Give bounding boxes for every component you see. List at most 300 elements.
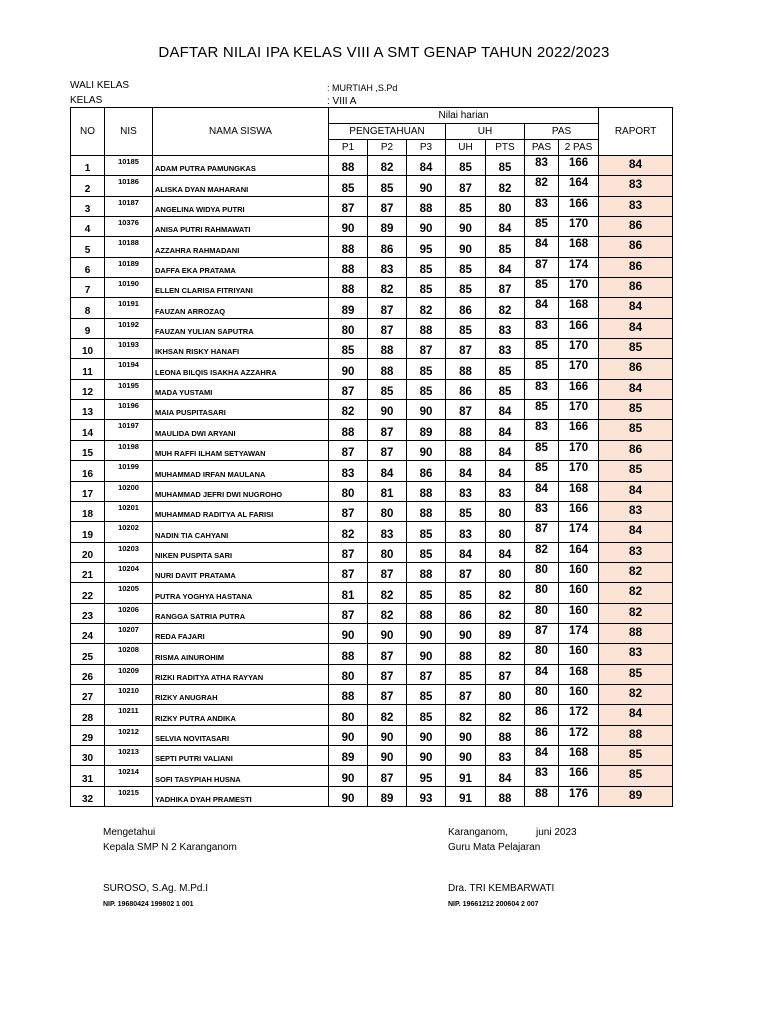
score-pas: 86 [525,725,559,745]
row-number: 21 [71,562,105,582]
score-p1: 82 [329,522,368,542]
student-nis: 10206 [105,603,153,623]
student-name: SEPTI PUTRI VALIANI [153,745,329,765]
header-uh: UH [446,140,486,156]
student-nis: 10211 [105,705,153,725]
row-number: 7 [71,278,105,298]
score-pas: 84 [525,237,559,257]
header-p3: P3 [407,140,446,156]
score-pts: 82 [486,603,525,623]
score-p1: 81 [329,583,368,603]
score-p1: 90 [329,359,368,379]
score-uh: 86 [446,379,486,399]
header-pas-group: PAS [525,124,599,140]
score-p1: 87 [329,603,368,623]
table-row [71,461,673,481]
score-p3: 95 [407,766,446,786]
score-pts: 80 [486,501,525,521]
score-p2: 80 [368,501,407,521]
score-raport: 86 [599,359,673,379]
score-p2: 90 [368,745,407,765]
table-row [71,664,673,684]
score-p2: 82 [368,603,407,623]
score-p3: 90 [407,440,446,460]
score-pts: 85 [486,359,525,379]
row-number: 31 [71,766,105,786]
footer-guru-nip: NIP. 19661212 200604 2 007 [448,901,539,908]
score-raport: 89 [599,786,673,806]
student-name: MADA YUSTAMI [153,379,329,399]
score-pas: 82 [525,542,559,562]
header-nis: NIS [105,108,153,156]
score-p3: 85 [407,583,446,603]
score-p3: 88 [407,603,446,623]
student-nis: 10197 [105,420,153,440]
score-p2: 87 [368,766,407,786]
footer-date: juni 2023 [536,827,577,838]
row-number: 28 [71,705,105,725]
row-number: 30 [71,745,105,765]
header-p2: P2 [368,140,407,156]
score-p3: 90 [407,217,446,237]
student-nis: 10205 [105,583,153,603]
student-nis: 10192 [105,318,153,338]
score-pas: 85 [525,440,559,460]
student-nis: 10191 [105,298,153,318]
score-uh: 85 [446,318,486,338]
score-uh: 85 [446,501,486,521]
score-p1: 88 [329,237,368,257]
score-pts: 84 [486,542,525,562]
student-name: PUTRA YOGHYA HASTANA [153,583,329,603]
score-2-pas: 166 [559,420,599,440]
student-nis: 10376 [105,217,153,237]
score-p2: 81 [368,481,407,501]
student-nis: 10190 [105,278,153,298]
score-2-pas: 160 [559,684,599,704]
table-row [71,786,673,806]
student-name: YADHIKA DYAH PRAMESTI [153,786,329,806]
score-uh: 86 [446,603,486,623]
row-number: 17 [71,481,105,501]
score-p2: 90 [368,725,407,745]
score-pts: 84 [486,766,525,786]
score-raport: 85 [599,339,673,359]
score-uh: 85 [446,664,486,684]
score-2-pas: 174 [559,522,599,542]
score-p3: 86 [407,461,446,481]
score-p3: 85 [407,257,446,277]
score-p1: 85 [329,339,368,359]
score-pas: 87 [525,522,559,542]
table-row [71,705,673,725]
score-p2: 87 [368,664,407,684]
score-raport: 83 [599,196,673,216]
score-pts: 89 [486,623,525,643]
row-number: 13 [71,400,105,420]
score-pas: 80 [525,583,559,603]
score-pas: 87 [525,623,559,643]
score-2-pas: 160 [559,562,599,582]
score-p1: 80 [329,705,368,725]
score-uh: 85 [446,196,486,216]
score-2-pas: 168 [559,664,599,684]
student-name: NADIN TIA CAHYANI [153,522,329,542]
score-raport: 84 [599,156,673,176]
score-pas: 83 [525,318,559,338]
score-uh: 83 [446,481,486,501]
score-pts: 80 [486,684,525,704]
score-p1: 80 [329,481,368,501]
score-raport: 82 [599,583,673,603]
student-nis: 10208 [105,644,153,664]
student-name: FAUZAN ARROZAQ [153,298,329,318]
score-p3: 85 [407,522,446,542]
score-pas: 85 [525,339,559,359]
row-number: 20 [71,542,105,562]
score-pas: 80 [525,562,559,582]
score-pas: 84 [525,481,559,501]
score-p2: 88 [368,359,407,379]
student-name: RIZKY ANUGRAH [153,684,329,704]
score-p1: 88 [329,257,368,277]
table-row [71,644,673,664]
score-raport: 84 [599,705,673,725]
score-pas: 83 [525,196,559,216]
score-raport: 83 [599,644,673,664]
score-pas: 83 [525,420,559,440]
score-p2: 87 [368,562,407,582]
header-pas: PAS [525,140,559,156]
row-number: 16 [71,461,105,481]
score-p2: 85 [368,176,407,196]
score-pts: 84 [486,217,525,237]
student-nis: 10195 [105,379,153,399]
score-pts: 82 [486,583,525,603]
score-pts: 84 [486,400,525,420]
row-number: 23 [71,603,105,623]
score-p2: 88 [368,339,407,359]
header-p1: P1 [329,140,368,156]
score-uh: 85 [446,278,486,298]
score-p1: 80 [329,318,368,338]
score-pts: 83 [486,318,525,338]
score-p3: 90 [407,745,446,765]
score-p3: 90 [407,176,446,196]
score-pas: 88 [525,786,559,806]
score-2-pas: 168 [559,481,599,501]
header-uh-group: UH [446,124,525,140]
score-p2: 82 [368,583,407,603]
student-name: AZZAHRA RAHMADANI [153,237,329,257]
student-nis: 10209 [105,664,153,684]
score-2-pas: 170 [559,461,599,481]
student-nis: 10189 [105,257,153,277]
student-name: MAULIDA DWI ARYANI [153,420,329,440]
table-body [71,156,673,807]
score-p1: 88 [329,644,368,664]
score-raport: 83 [599,542,673,562]
score-p2: 84 [368,461,407,481]
footer-mengetahui: Mengetahui [103,827,156,838]
score-p2: 87 [368,298,407,318]
score-p3: 87 [407,664,446,684]
row-number: 1 [71,156,105,176]
score-p1: 88 [329,684,368,704]
score-pts: 82 [486,298,525,318]
table-row [71,176,673,196]
score-2-pas: 166 [559,501,599,521]
table-row [71,298,673,318]
student-nis: 10215 [105,786,153,806]
score-raport: 82 [599,603,673,623]
score-pts: 80 [486,562,525,582]
score-p1: 90 [329,725,368,745]
score-2-pas: 170 [559,359,599,379]
student-name: SOFI TASYPIAH HUSNA [153,766,329,786]
score-pas: 85 [525,278,559,298]
score-pts: 80 [486,522,525,542]
score-pas: 80 [525,644,559,664]
score-p2: 82 [368,705,407,725]
student-name: LEONA BILQIS ISAKHA AZZAHRA [153,359,329,379]
score-p1: 88 [329,278,368,298]
score-2-pas: 174 [559,623,599,643]
score-uh: 87 [446,562,486,582]
student-nis: 10201 [105,501,153,521]
table-row [71,684,673,704]
score-pas: 83 [525,379,559,399]
student-nis: 10196 [105,400,153,420]
score-2-pas: 172 [559,725,599,745]
score-pts: 88 [486,725,525,745]
score-2-pas: 170 [559,278,599,298]
wali-kelas-label: WALI KELAS [70,80,130,91]
score-p2: 89 [368,786,407,806]
score-p2: 90 [368,623,407,643]
score-p2: 89 [368,217,407,237]
score-uh: 85 [446,257,486,277]
score-raport: 85 [599,664,673,684]
score-p1: 89 [329,745,368,765]
score-p3: 85 [407,359,446,379]
row-number: 19 [71,522,105,542]
score-p3: 84 [407,156,446,176]
score-2-pas: 164 [559,176,599,196]
student-nis: 10194 [105,359,153,379]
table-row [71,623,673,643]
score-raport: 85 [599,461,673,481]
row-number: 24 [71,623,105,643]
kelas-value: : VIII A [327,96,357,107]
table-row [71,420,673,440]
score-2-pas: 160 [559,603,599,623]
table-header [71,108,673,156]
table-row [71,440,673,460]
score-pas: 85 [525,217,559,237]
score-pas: 80 [525,684,559,704]
score-2-pas: 168 [559,298,599,318]
score-uh: 85 [446,156,486,176]
score-p1: 90 [329,217,368,237]
score-pas: 84 [525,664,559,684]
score-pts: 88 [486,786,525,806]
footer-guru-name: Dra. TRI KEMBARWATI [448,883,555,894]
score-2-pas: 166 [559,318,599,338]
score-2-pas: 168 [559,745,599,765]
row-number: 12 [71,379,105,399]
row-number: 8 [71,298,105,318]
student-nis: 10214 [105,766,153,786]
score-raport: 85 [599,766,673,786]
grades-table [70,107,673,807]
student-name: MUH RAFFI ILHAM SETYAWAN [153,440,329,460]
header-pts: PTS [486,140,525,156]
table-row [71,217,673,237]
header-raport: RAPORT [599,108,673,156]
score-pas: 83 [525,766,559,786]
score-raport: 82 [599,684,673,704]
score-p2: 85 [368,379,407,399]
score-uh: 88 [446,644,486,664]
student-nis: 10212 [105,725,153,745]
score-uh: 90 [446,623,486,643]
score-uh: 87 [446,176,486,196]
score-pts: 82 [486,644,525,664]
score-uh: 87 [446,400,486,420]
table-row [71,745,673,765]
score-pts: 84 [486,257,525,277]
score-raport: 84 [599,318,673,338]
table-row [71,278,673,298]
student-name: MUHAMMAD RADITYA AL FARISI [153,501,329,521]
score-2-pas: 172 [559,705,599,725]
score-2-pas: 166 [559,766,599,786]
score-p1: 87 [329,379,368,399]
score-pts: 84 [486,420,525,440]
score-p1: 87 [329,196,368,216]
student-name: FAUZAN YULIAN SAPUTRA [153,318,329,338]
student-nis: 10187 [105,196,153,216]
table-row [71,542,673,562]
score-p2: 87 [368,684,407,704]
score-2-pas: 160 [559,644,599,664]
score-2-pas: 168 [559,237,599,257]
score-pas: 84 [525,298,559,318]
student-name: NIKEN PUSPITA SARI [153,542,329,562]
score-pts: 85 [486,156,525,176]
score-p1: 88 [329,420,368,440]
row-number: 10 [71,339,105,359]
score-p3: 88 [407,481,446,501]
score-p1: 80 [329,664,368,684]
score-2-pas: 174 [559,257,599,277]
student-name: MUHAMMAD IRFAN MAULANA [153,461,329,481]
score-2-pas: 170 [559,217,599,237]
student-nis: 10207 [105,623,153,643]
header-2-pas: 2 PAS [559,140,599,156]
student-name: ANGELINA WIDYA PUTRI [153,196,329,216]
score-pts: 80 [486,196,525,216]
score-p2: 80 [368,542,407,562]
score-p2: 82 [368,156,407,176]
score-p2: 86 [368,237,407,257]
score-pts: 87 [486,278,525,298]
score-2-pas: 166 [559,379,599,399]
table-row [71,766,673,786]
student-nis: 10185 [105,156,153,176]
page-title: DAFTAR NILAI IPA KELAS VIII A SMT GENAP TAHUN 2022/2023 [158,44,610,61]
header-pengetahuan: PENGETAHUAN [329,124,446,140]
row-number: 15 [71,440,105,460]
student-name: MUHAMMAD JEFRI DWI NUGROHO [153,481,329,501]
score-p3: 88 [407,501,446,521]
footer-place: Karanganom, [448,827,509,838]
footer-kepala-nip: NIP. 19680424 199802 1 001 [103,901,194,908]
score-pas: 86 [525,705,559,725]
table-row [71,237,673,257]
table-row [71,359,673,379]
score-uh: 88 [446,440,486,460]
student-nis: 10200 [105,481,153,501]
score-pts: 84 [486,461,525,481]
score-uh: 90 [446,725,486,745]
score-p3: 95 [407,237,446,257]
score-pas: 83 [525,156,559,176]
score-p1: 90 [329,623,368,643]
footer-kepala-name: SUROSO, S.Ag. M.Pd.I [103,883,209,894]
student-nis: 10186 [105,176,153,196]
score-uh: 82 [446,705,486,725]
score-uh: 85 [446,583,486,603]
table-row [71,257,673,277]
row-number: 11 [71,359,105,379]
score-p2: 90 [368,400,407,420]
student-name: ALISKA DYAN MAHARANI [153,176,329,196]
score-pas: 80 [525,603,559,623]
table-row [71,501,673,521]
score-p2: 87 [368,644,407,664]
row-number: 2 [71,176,105,196]
score-2-pas: 170 [559,339,599,359]
score-raport: 86 [599,440,673,460]
score-uh: 84 [446,461,486,481]
table-row [71,725,673,745]
score-p3: 85 [407,542,446,562]
score-uh: 90 [446,217,486,237]
score-p3: 89 [407,420,446,440]
footer-guru-mapel: Guru Mata Pelajaran [448,842,541,853]
score-p3: 90 [407,725,446,745]
score-uh: 88 [446,420,486,440]
score-p3: 90 [407,644,446,664]
student-nis: 10210 [105,684,153,704]
student-nis: 10199 [105,461,153,481]
table-row [71,400,673,420]
score-raport: 85 [599,420,673,440]
student-name: RANGGA SATRIA PUTRA [153,603,329,623]
score-raport: 88 [599,725,673,745]
score-2-pas: 166 [559,156,599,176]
table-row [71,379,673,399]
score-uh: 90 [446,745,486,765]
student-name: ELLEN CLARISA FITRIYANI [153,278,329,298]
score-raport: 84 [599,522,673,542]
student-name: MAIA PUSPITASARI [153,400,329,420]
score-pts: 82 [486,705,525,725]
score-raport: 86 [599,278,673,298]
score-p1: 87 [329,501,368,521]
